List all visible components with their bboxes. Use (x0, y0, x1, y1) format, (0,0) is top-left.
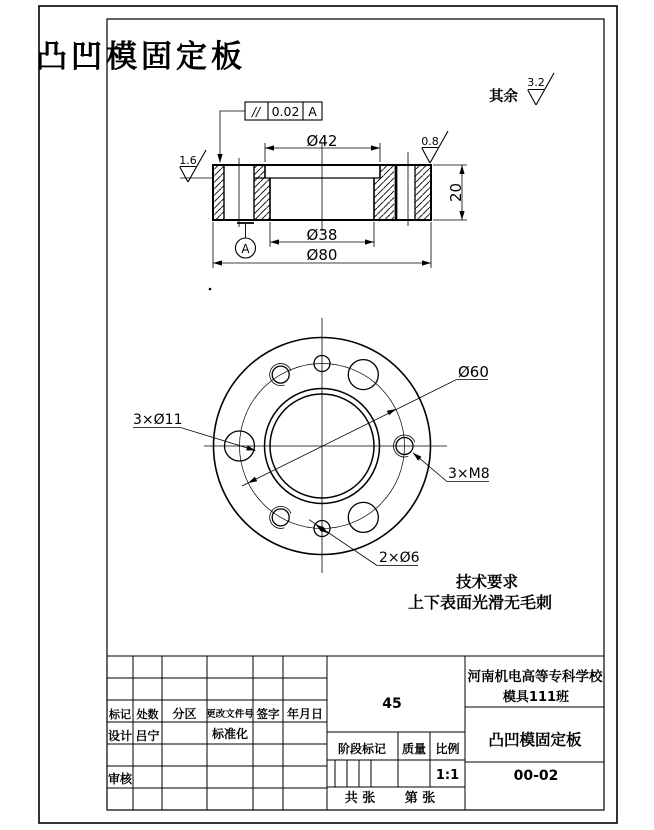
general-roughness-value: 3.2 (527, 76, 545, 89)
school-name: 河南机电高等专科学校 (467, 669, 603, 685)
header-date: 年月日 (286, 707, 324, 721)
roughness-left-value: 1.6 (179, 154, 197, 167)
dim-counterbore-holes-text: 3×Ø11 (133, 412, 183, 428)
general-roughness (489, 73, 554, 105)
sheet-total: 共 张 (344, 791, 376, 806)
standardization-label: 标准化 (211, 727, 249, 741)
dim-counterbore-text: Ø42 (306, 132, 338, 150)
section-view (179, 102, 467, 290)
sheet-index: 第 张 (404, 791, 436, 806)
class-name: 模具111班 (502, 690, 570, 705)
front-view (133, 318, 490, 573)
tolerance-datum: A (308, 104, 317, 119)
quality-label: 质量 (401, 742, 427, 756)
page-title: 凸凹模固定板 (36, 39, 246, 75)
datum-symbol (236, 223, 256, 258)
dim-tapped-holes (413, 453, 490, 482)
tolerance-symbol: // (251, 105, 261, 119)
auditor-label: 审核 (107, 772, 133, 786)
part-name: 凸凹模固定板 (488, 731, 582, 749)
dim-thickness-text: 20 (447, 182, 465, 203)
stray-dot (209, 288, 212, 291)
material-value: 45 (382, 696, 402, 712)
header-mark: 标记 (109, 708, 131, 721)
dim-outer-text: Ø80 (306, 246, 338, 264)
dim-tapped-holes-text: 3×M8 (448, 466, 490, 482)
header-zone: 分区 (172, 707, 197, 721)
stage-label: 阶段标记 (337, 742, 387, 756)
designer-label: 设计 (107, 729, 133, 743)
datum-label: A (241, 242, 250, 256)
header-count: 处数 (136, 708, 159, 721)
dim-hole-text: Ø38 (306, 226, 338, 244)
tolerance-value: 0.02 (271, 104, 300, 119)
drawing-number: 00-02 (513, 768, 559, 784)
header-signature: 签字 (256, 707, 280, 721)
dim-pin-holes (309, 520, 420, 566)
dim-counterbore (265, 132, 380, 162)
roughness-right-value: 0.8 (421, 135, 439, 148)
header-change-doc: 更改文件号 (206, 709, 254, 720)
tech-req-heading: 技术要求 (455, 573, 519, 591)
designer-name: 吕宁 (135, 729, 160, 743)
scale-label: 比例 (435, 742, 460, 756)
roughness-left (179, 150, 206, 182)
dim-pin-holes-text: 2×Ø6 (379, 550, 420, 566)
general-roughness-prefix: 其余 (489, 89, 518, 105)
dim-hole (270, 222, 374, 247)
technical-requirements (408, 572, 552, 612)
dim-thickness (433, 165, 467, 220)
title-block (107, 656, 604, 810)
scale-value: 1:1 (435, 768, 460, 783)
dim-bolt-circle-text: Ø60 (458, 363, 489, 381)
tech-req-line1: 上下表面光滑无毛刺 (407, 593, 553, 612)
roughness-right (421, 131, 448, 163)
revision-header-row (108, 706, 323, 721)
